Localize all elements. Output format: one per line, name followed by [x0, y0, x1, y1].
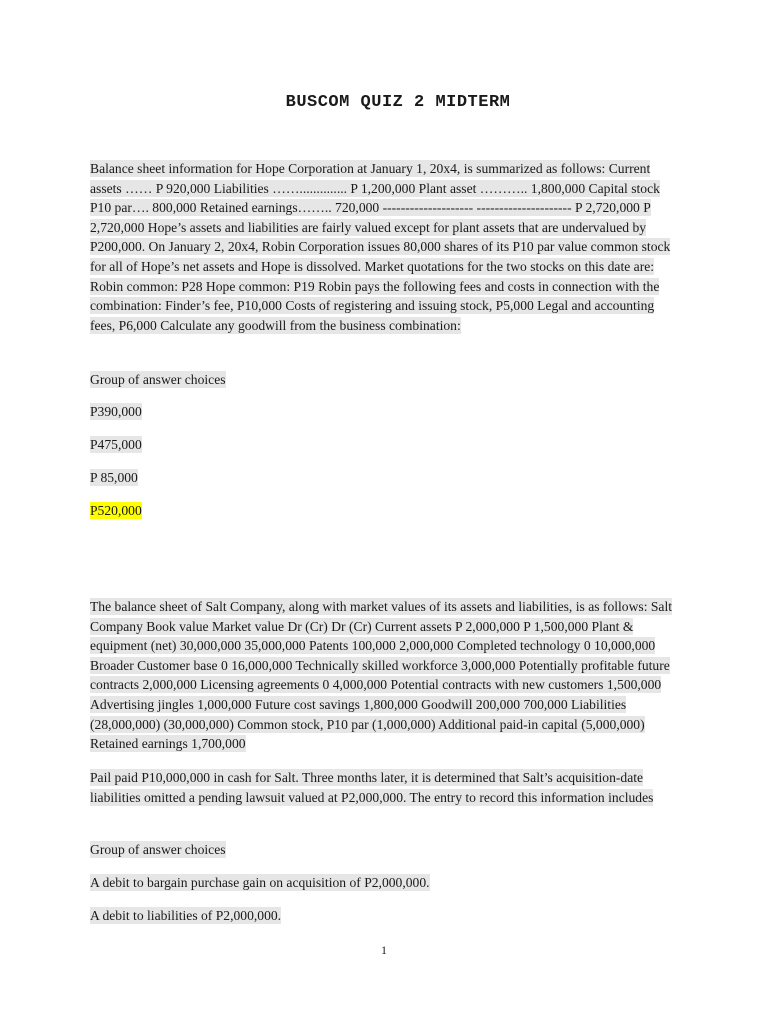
question-2-text: The balance sheet of Salt Company, along with market values of its assets and liabilities, is as follows: Salt Company Book value Market value Dr (Cr) Dr (Cr) Current assets P 2,000,000 P 1,500,000 Plant & equipment (net) 30,000,000 35,000,000 Patents 100,000 2,000,000 Completed technology 0 10,000,000 Broader Customer base 0 16,000,000 Technically skilled workforce 3,000,000 Potentially profitable future contracts 2,000,000 Licensing agreements 0 4,000,000 Potential contracts with new customers 1,500,000 Advertising jingles 1,000,000 Future cost savings 1,800,000 Goodwill 200,000 700,000 Liabilities (28,000,000) (30,000,000) Common stock, P10 par (1,000,000) Additional paid-in capital (5,000,000) Retained earnings 1,700,000: [90, 599, 673, 752]
question-2-choice-a: A debit to bargain purchase gain on acquisition of P2,000,000.: [90, 875, 430, 890]
question-2-choices-label: Group of answer choices: [90, 842, 226, 857]
question-2-followup: Pail paid P10,000,000 in cash for Salt. Three months later, it is determined that Salt’s acquisition-date liabilities omitted a pending lawsuit valued at P2,000,000. The entry to record this information includes: [90, 770, 654, 805]
question-1-choice-b: P475,000: [90, 437, 142, 452]
question-1-choice-d-highlighted: P520,000: [90, 503, 142, 518]
page-number: 1: [381, 943, 387, 957]
question-1-choice-a: P390,000: [90, 404, 142, 419]
question-2-choice-b: A debit to liabilities of P2,000,000.: [90, 908, 282, 923]
question-1-body: Balance sheet information for Hope Corporation at January 1, 20x4, is summarized as follows: Current assets …… P 920,000 Liabilities …….............. P 1,200,000 Plant asset ……….. 1,800,000 Capital stock P10 par…. 800,000 Retained earnings…….. 720,000 -------------------- --------------------- P 2,720,000 P 2,720,000 Hope’s assets and liabilities are fairly valued except for plant assets that are undervalued by P200,000. On January 2, 20x4, Robin Corporation issues 80,000 shares of its P10 par value common stock for all of Hope’s net assets and Hope is dissolved. Market quotations for the two stocks on this date are: Robin common: P28 Hope common: P19 Robin pays the following fees and costs in connection with the combination: Finder’s fee, P10,000 Costs of registering and issuing stock, P5,000 Legal and accounting fees, P6,000 Calculate any goodwill from the business combination:: [90, 161, 671, 333]
question-1-choice-c: P 85,000: [90, 470, 138, 485]
page-title: BUSCOM QUIZ 2 MIDTERM: [285, 93, 511, 112]
question-1-text: [90, 159, 678, 335]
question-1-choices-label: Group of answer choices: [90, 372, 226, 387]
